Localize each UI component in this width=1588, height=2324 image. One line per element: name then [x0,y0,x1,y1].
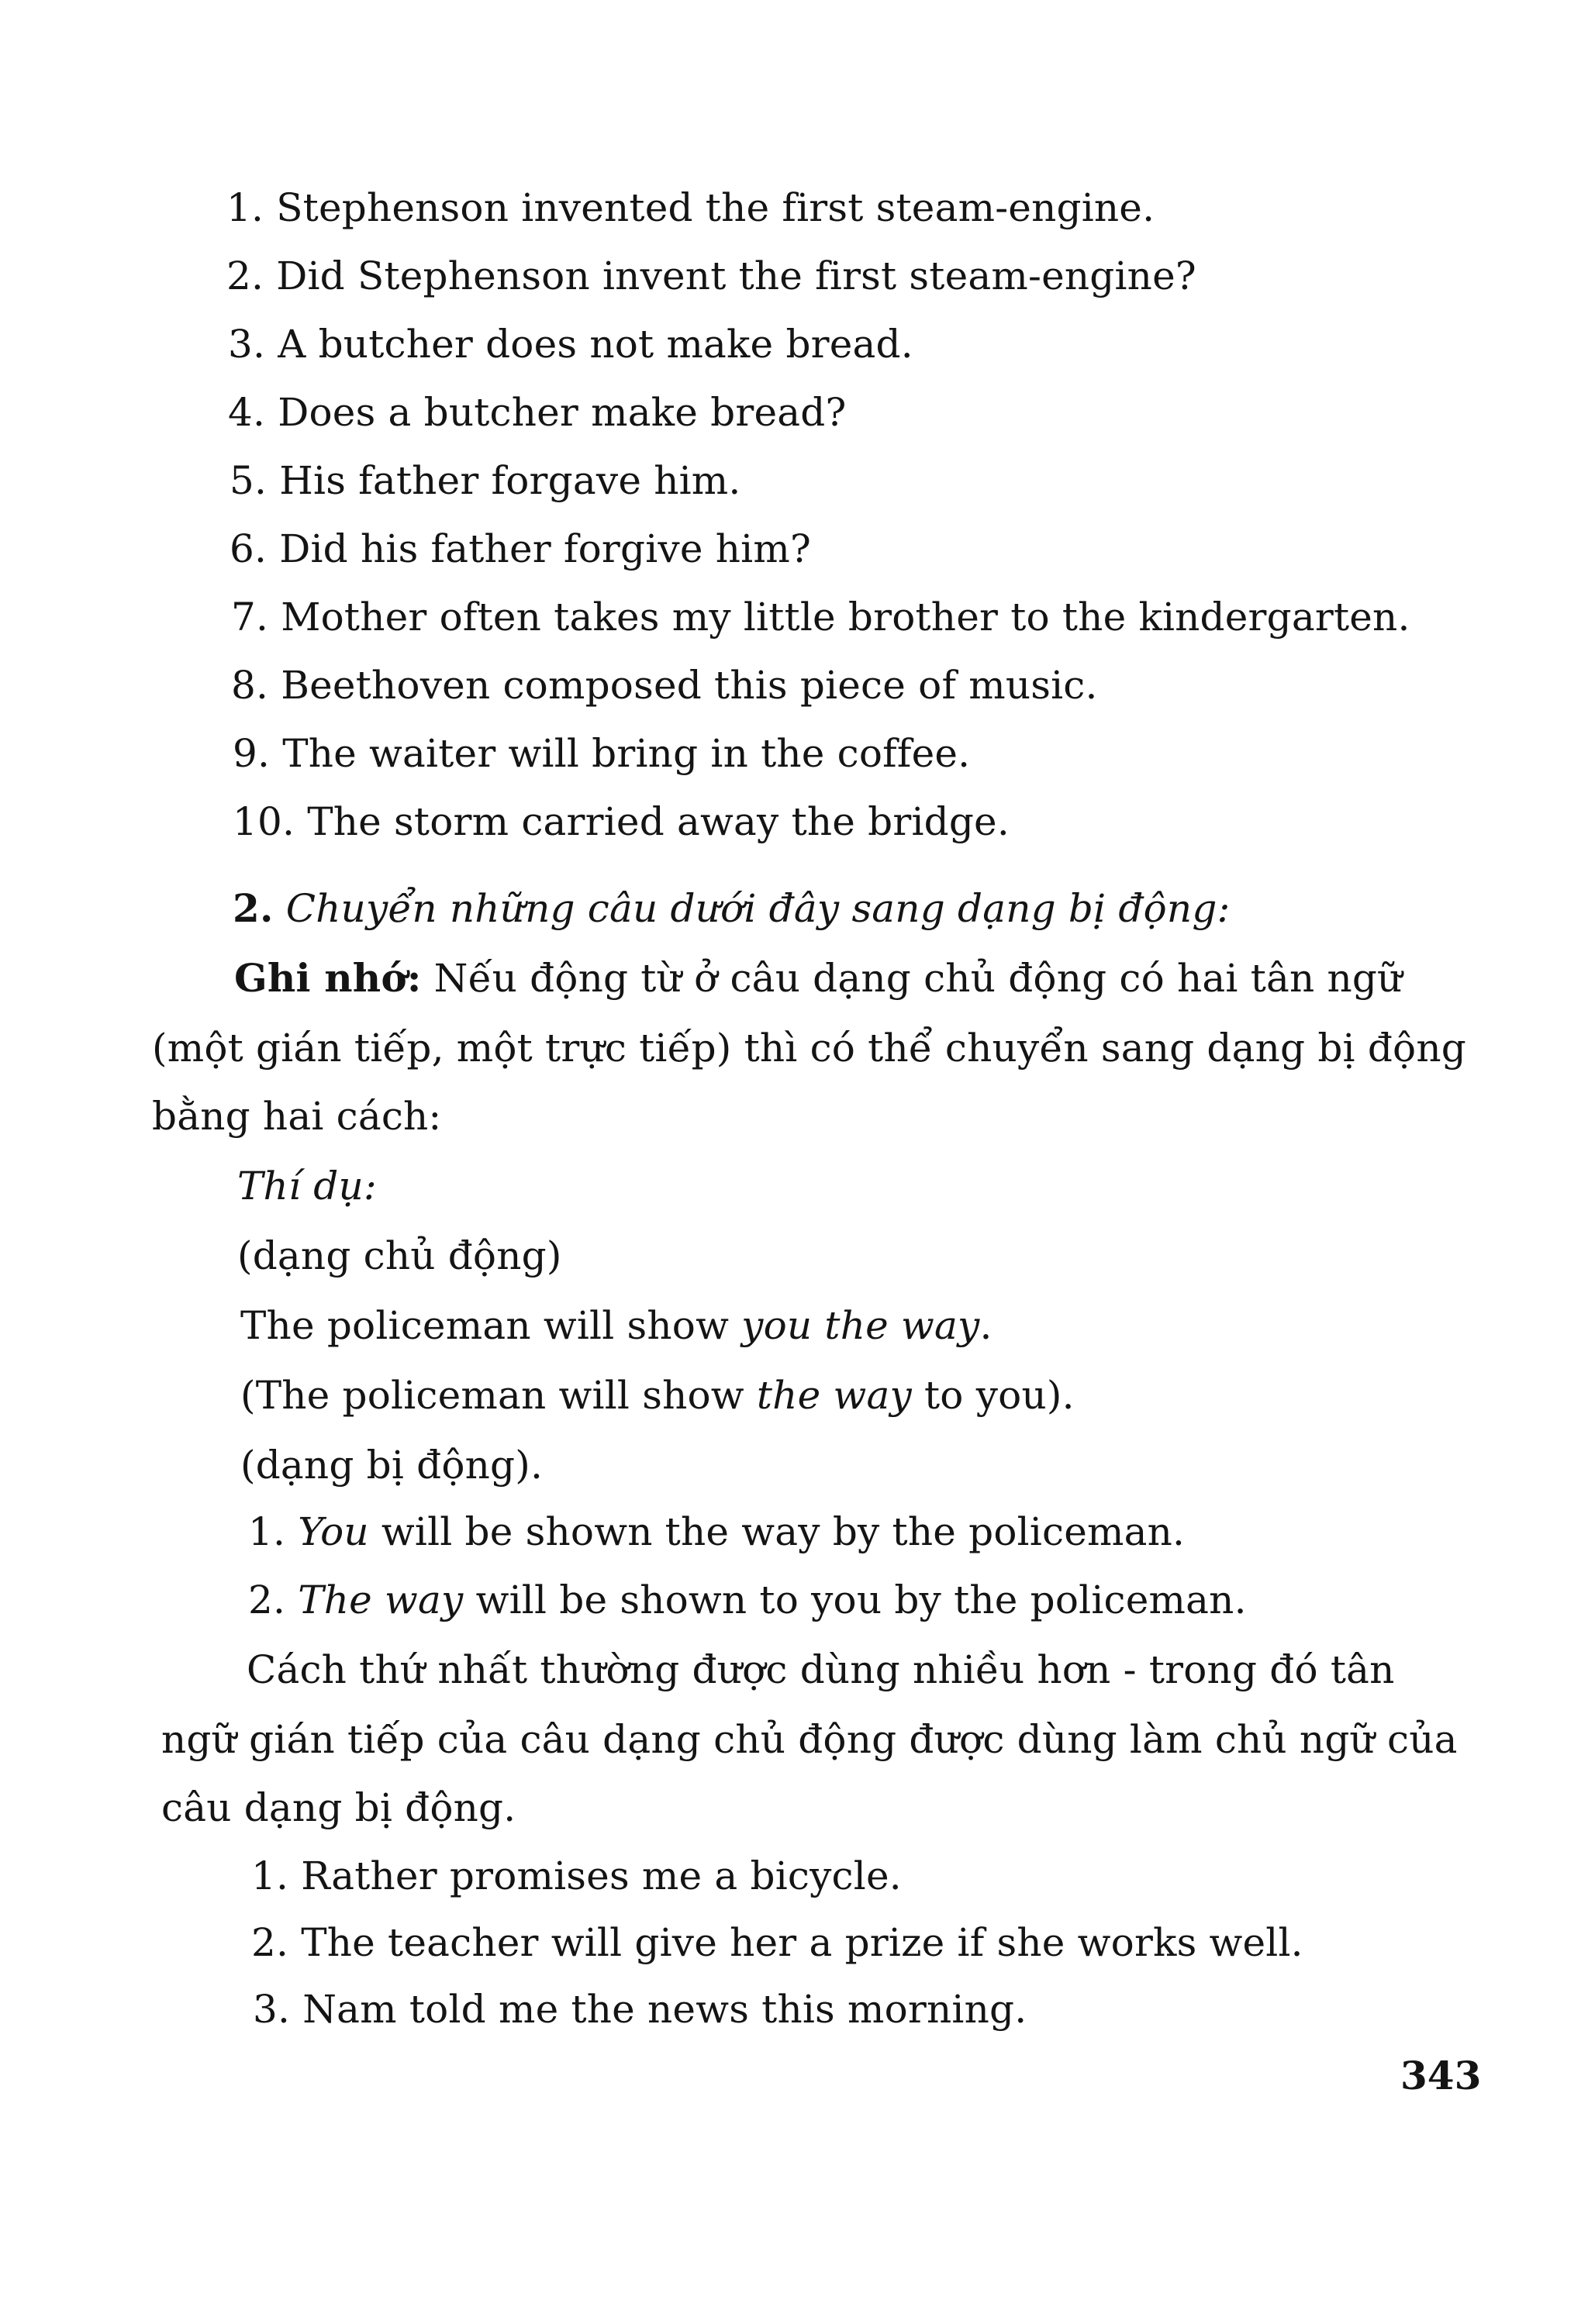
exercise-title: Chuyển những câu dưới đây sang dạng bị động: [285,886,1231,931]
list-item: 10. The storm carried away the bridge. [233,799,1010,844]
active-label: (dạng chủ động) [237,1233,562,1278]
exercise-number: 2. [233,885,274,931]
page-number: 343 [1400,2053,1482,2098]
list-item: 3. Nam told me the news this morning. [253,1987,1027,2032]
list-item: 3. A butcher does not make bread. [228,322,913,367]
list-item: 7. Mother often takes my little brother to the kindergarten. [231,595,1410,640]
example-label: Thí dụ: [237,1164,377,1209]
note-line-3: bằng hai cách: [152,1094,442,1139]
note-line-1: Ghi nhớ: Nếu động từ ở câu dạng chủ động có hai tân ngữ [234,955,1403,1001]
list-item: 6. Did his father forgive him? [230,526,811,571]
list-item: 8. Beethoven composed this piece of music. [231,663,1098,708]
list-item: 9. The waiter will bring in the coffee. [233,731,971,776]
list-item: 1. Rather promises me a bicycle. [251,1853,902,1898]
passive-item: 2. The way will be shown to you by the policeman. [248,1577,1247,1622]
list-item: 1. Stephenson invented the first steam-engine. [226,185,1155,230]
explain-line-2: ngữ gián tiếp của câu dạng chủ động được dùng làm chủ ngữ của [161,1717,1458,1762]
list-item: 4. Does a butcher make bread? [228,390,847,435]
list-item: 2. Did Stephenson invent the first steam-engine? [226,253,1196,298]
explain-line-3: câu dạng bị động. [161,1785,516,1830]
list-item: 5. His father forgave him. [230,458,741,503]
explain-line-1: Cách thứ nhất thường được dùng nhiều hơn - trong đó tân [247,1647,1395,1692]
exercise-2-heading [233,885,1231,932]
passive-label: (dạng bị động). [240,1443,544,1488]
active-sentence: The policeman will show you the way. [240,1303,992,1348]
note-label: Ghi nhớ: [234,955,422,1001]
note-line-2: (một gián tiếp, một trực tiếp) thì có thể chuyển sang dạng bị động [152,1026,1466,1071]
active-alt-sentence: (The policeman will show the way to you). [240,1373,1075,1418]
list-item: 2. The teacher will give her a prize if she works well. [251,1920,1303,1965]
passive-item: 1. You will be shown the way by the policeman. [248,1509,1186,1554]
